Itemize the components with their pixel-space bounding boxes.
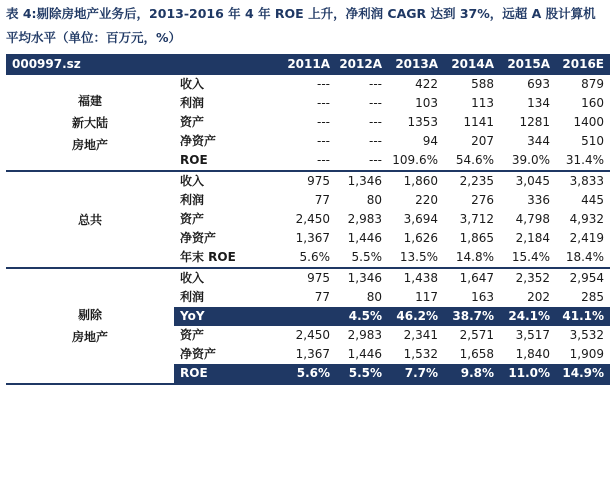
value-cell: 1,438	[403, 271, 439, 285]
value-cell: 4.5%	[336, 307, 388, 326]
value-cell: ---	[317, 77, 331, 91]
value-cell: 1,367	[295, 347, 331, 361]
value-cell: 220	[415, 193, 439, 207]
value-cell: 1,865	[459, 231, 495, 245]
value-cell: ---	[369, 77, 383, 91]
value-cell: 2,983	[347, 212, 383, 226]
value-cell: 879	[581, 77, 605, 91]
value-cell: 94	[422, 134, 439, 148]
value-cell: 1,860	[403, 174, 439, 188]
value-cell: 15.4%	[500, 248, 556, 268]
value-cell: 117	[415, 290, 439, 304]
value-cell: 41.1%	[556, 307, 610, 326]
value-cell: ---	[369, 96, 383, 110]
stock-code: 000997.sz	[6, 54, 286, 75]
value-cell: 276	[471, 193, 495, 207]
value-cell: 202	[527, 290, 551, 304]
value-cell: 285	[581, 290, 605, 304]
metric-label: YoY	[174, 307, 286, 326]
year-header: 2012A	[336, 54, 388, 75]
value-cell: 3,517	[515, 328, 551, 342]
value-cell: 80	[366, 193, 383, 207]
value-cell	[286, 307, 336, 326]
value-cell: 1,367	[295, 231, 331, 245]
value-cell: 77	[314, 290, 331, 304]
value-cell: 5.6%	[286, 248, 336, 268]
value-cell: ---	[317, 96, 331, 110]
value-cell: 54.6%	[444, 151, 500, 171]
group-label	[6, 75, 174, 171]
value-cell: 39.0%	[500, 151, 556, 171]
value-cell: 445	[581, 193, 605, 207]
value-cell: 3,833	[569, 174, 605, 188]
value-cell: 4,798	[515, 212, 551, 226]
table-caption: 表 4:剔除房地产业务后，2013-2016 年 4 年 ROE 上升，净利润 CAGR 达到 37%，远超 A 股计算机平均水平（单位：百万元，%）	[6, 6, 596, 45]
value-cell: 2,419	[569, 231, 605, 245]
value-cell: 4,932	[569, 212, 605, 226]
value-cell: 7.7%	[388, 364, 444, 384]
metric-label: 净资产	[180, 347, 217, 361]
group-label-line: 剔除	[77, 308, 102, 322]
value-cell: 18.4%	[556, 248, 610, 268]
value-cell: 1,532	[403, 347, 439, 361]
metric-label: 利润	[180, 290, 205, 304]
metric-label: 年末 ROE	[174, 248, 286, 268]
metric-label: ROE	[174, 151, 286, 171]
year-header: 2011A	[286, 54, 336, 75]
value-cell: 9.8%	[444, 364, 500, 384]
value-cell: 588	[471, 77, 495, 91]
value-cell: 1281	[519, 115, 551, 129]
value-cell: ---	[317, 134, 331, 148]
value-cell: 11.0%	[500, 364, 556, 384]
year-header: 2013A	[388, 54, 444, 75]
value-cell: 2,341	[403, 328, 439, 342]
value-cell: 975	[307, 174, 331, 188]
metric-label: 利润	[180, 96, 205, 110]
metric-label: 净资产	[180, 231, 217, 245]
value-cell: 1,840	[515, 347, 551, 361]
group-label-line: 福建	[77, 93, 102, 108]
value-cell: 207	[471, 134, 495, 148]
value-cell: 1,658	[459, 347, 495, 361]
value-cell: 693	[527, 77, 551, 91]
metric-label: 收入	[180, 271, 205, 285]
value-cell: 3,045	[515, 174, 551, 188]
value-cell: 2,983	[347, 328, 383, 342]
value-cell: ---	[286, 151, 336, 171]
metric-label: 收入	[180, 174, 205, 188]
year-header: 2016E	[556, 54, 610, 75]
value-cell: 5.6%	[286, 364, 336, 384]
group-label-line: 房地产	[71, 137, 108, 152]
group-label-line: 新大陆	[71, 115, 108, 130]
value-cell: 3,712	[459, 212, 495, 226]
value-cell: 510	[581, 134, 605, 148]
year-header: 2014A	[444, 54, 500, 75]
value-cell: 1400	[573, 115, 605, 129]
table-row	[6, 75, 610, 94]
value-cell: 24.1%	[500, 307, 556, 326]
value-cell: 2,184	[515, 231, 551, 245]
year-header: 2015A	[500, 54, 556, 75]
value-cell: 14.8%	[444, 248, 500, 268]
group-label	[6, 171, 174, 268]
value-cell: 2,571	[459, 328, 495, 342]
financial-table	[6, 54, 610, 385]
value-cell: 2,235	[459, 174, 495, 188]
value-cell: 422	[415, 77, 439, 91]
table-row	[6, 171, 610, 191]
value-cell: 1,446	[347, 231, 383, 245]
value-cell: 109.6%	[388, 151, 444, 171]
value-cell: 163	[471, 290, 495, 304]
metric-label: 净资产	[180, 134, 217, 148]
value-cell: 1141	[463, 115, 495, 129]
metric-label: ROE	[174, 364, 286, 384]
metric-label: 资产	[180, 328, 205, 342]
value-cell: 1,909	[569, 347, 605, 361]
value-cell: 1,346	[347, 174, 383, 188]
value-cell: 344	[527, 134, 551, 148]
value-cell: 77	[314, 193, 331, 207]
value-cell: 160	[581, 96, 605, 110]
value-cell: 2,352	[515, 271, 551, 285]
group-label-line: 总共	[77, 212, 102, 227]
value-cell: 46.2%	[388, 307, 444, 326]
metric-label: 利润	[180, 193, 205, 207]
value-cell: 2,450	[295, 328, 331, 342]
value-cell: 3,694	[403, 212, 439, 226]
value-cell: 103	[415, 96, 439, 110]
group-label	[6, 268, 174, 384]
value-cell: 1353	[407, 115, 439, 129]
value-cell: 1,647	[459, 271, 495, 285]
value-cell: 113	[471, 96, 495, 110]
value-cell: 1,346	[347, 271, 383, 285]
value-cell: 5.5%	[336, 364, 388, 384]
value-cell: 31.4%	[556, 151, 610, 171]
value-cell: 5.5%	[336, 248, 388, 268]
value-cell: 336	[527, 193, 551, 207]
header-row	[6, 54, 610, 75]
value-cell: 1,446	[347, 347, 383, 361]
value-cell: ---	[317, 115, 331, 129]
value-cell: 1,626	[403, 231, 439, 245]
group-label-line: 房地产	[71, 330, 108, 344]
value-cell: 134	[527, 96, 551, 110]
value-cell: ---	[369, 134, 383, 148]
value-cell: ---	[336, 151, 388, 171]
value-cell: 2,954	[569, 271, 605, 285]
metric-label: 资产	[180, 212, 205, 226]
value-cell: 3,532	[569, 328, 605, 342]
value-cell: ---	[369, 115, 383, 129]
value-cell: 2,450	[295, 212, 331, 226]
value-cell: 975	[307, 271, 331, 285]
value-cell: 80	[366, 290, 383, 304]
metric-label: 资产	[180, 115, 205, 129]
value-cell: 38.7%	[444, 307, 500, 326]
metric-label: 收入	[180, 77, 205, 91]
value-cell: 13.5%	[388, 248, 444, 268]
value-cell: 14.9%	[556, 364, 610, 384]
table-row	[6, 268, 610, 288]
